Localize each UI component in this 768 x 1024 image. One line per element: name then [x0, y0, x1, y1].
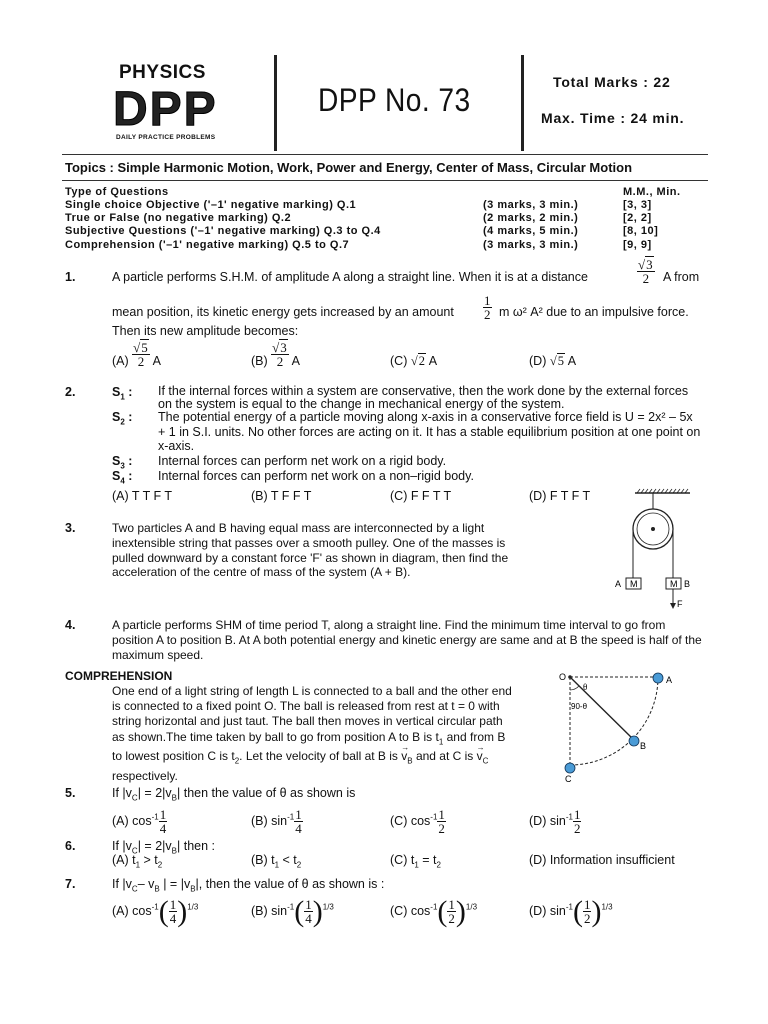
q2-s3-label: $S_3$ : — [112, 454, 133, 471]
q1-line2a: mean position, its kinetic energy gets increased by an amount — [112, 305, 454, 319]
q1-line1: A particle performs S.H.M. of amplitude A along a straight line. When it is at a distance — [112, 270, 588, 284]
q1-option-c[interactable]: (C) √2 A — [390, 354, 438, 368]
max-time: Max. Time : 24 min. — [541, 110, 685, 126]
q6-option-a[interactable]: (A) $t_1 > t_2$ — [112, 853, 163, 870]
q7-option-b[interactable]: (B) $\sin^{-1}$( $\frac{1}{4}$ )$^{1/3}$ — [251, 895, 334, 928]
qtype-row: Comprehension ('–1' negative marking) Q.5 to Q.7 (3 marks, 3 min.) [9, 9] — [65, 239, 652, 251]
q5-option-a[interactable]: (A) $\cos^{-1}$ $\frac{1}{4}$ — [112, 807, 167, 836]
q5-option-c[interactable]: (C) $\cos^{-1}$ $\frac{1}{2}$ — [390, 807, 445, 836]
q2-s4-label: $S_4$ : — [112, 469, 133, 486]
qtype-row: Single choice Objective ('–1' negative marking) Q.1 (3 marks, 3 min.) [3, 3] — [65, 199, 652, 211]
theta-arc — [570, 686, 579, 690]
q2-number: 2. — [65, 385, 76, 399]
pendulum-diagram — [555, 668, 685, 786]
q1-fraction: $\frac{√3}{2}$ — [638, 257, 653, 286]
divider — [62, 180, 708, 181]
q2-s2-text: The potential energy of a particle moving along x-axis in a conservative force field is U = 2x² – 5x + 1 in S.I. units. No other forces are acting on it. It has a stable equilibrium position at one point on x-axis. — [158, 410, 701, 453]
q6-option-d[interactable]: (D) Information insufficient — [529, 853, 675, 867]
q2-s4-text: Internal forces can perform net work on a non–rigid body. — [158, 469, 474, 483]
q2-s2-label: $S_2$ : — [112, 410, 133, 427]
q1-line2b: m ω² A² due to an impulsive force. — [499, 305, 689, 319]
q1-option-b[interactable]: (B) $\frac{√3}{2}$ A — [251, 340, 300, 370]
ball-b — [629, 736, 639, 746]
q2-option-c[interactable]: (C) F F T T — [390, 489, 452, 503]
q1-option-a[interactable]: (A) $\frac{√5}{2}$ A — [112, 340, 161, 370]
q2-option-a[interactable]: (A) T T F T — [112, 489, 172, 503]
q3-number: 3. — [65, 521, 76, 535]
qtype-row: True or False (no negative marking) Q.2 (2 marks, 2 min.) [2, 2] — [65, 212, 652, 224]
comprehension-text: One end of a light string of length L is connected to a ball and the other end is connected to a fixed point O. The ball is released from rest at t = 0 with string horizontal and just taut. The ball then moves in vertical circular path as shown.The time taken by ball to go from position A to B is $t_1$ and from B to lowest position C is $t_2$. Let the velocity of ball at B is → $v_B$ and at C is → $v_C$ respectively. — [112, 684, 518, 784]
q6-option-b[interactable]: (B) $t_1 < t_2$ — [251, 853, 302, 870]
q1-line1-end: A from — [663, 270, 700, 284]
label-f: F — [677, 599, 683, 609]
q6-stem: If $|v_C| = 2|v_B|$ then : — [112, 839, 215, 856]
label-a: A — [666, 675, 673, 685]
q2-s1-label: $S_1$ : — [112, 385, 133, 402]
q2-s3-text: Internal forces can perform net work on a rigid body. — [158, 454, 447, 468]
q5-stem: If $|v_C| = 2|v_B|$ then the value of θ as shown is — [112, 786, 356, 803]
mass-a-m: M — [630, 579, 638, 589]
q7-option-c[interactable]: (C) $\cos^{-1}$( $\frac{1}{2}$ )$^{1/3}$ — [390, 895, 478, 928]
qtype-header: Type of Questions M.M., Min. — [65, 186, 681, 198]
q1-option-d[interactable]: (D) √5 A — [529, 354, 577, 368]
force-arrowhead — [670, 603, 676, 609]
dpp-logo-subtitle: DAILY PRACTICE PROBLEMS — [116, 134, 216, 141]
total-marks: Total Marks : 22 — [553, 74, 671, 90]
subject-title: PHYSICS — [119, 62, 206, 83]
q2-option-d[interactable]: (D) F T F T — [529, 489, 591, 503]
q7-stem: If $|v_C-$ $v_B$ | = $|v_B|$, then the value of θ as shown is : — [112, 877, 385, 894]
pivot-o — [568, 675, 572, 679]
pulley-diagram — [610, 485, 710, 615]
q4-text: A particle performs SHM of time period T, along a straight line. Find the minimum time interval to go from position A to position B. At A both potential energy and kinetic energy are same and at B the speed is half of the maximum speed. — [112, 618, 702, 662]
q2-s1-text: If the internal forces within a system are conservative, then the work done by the external forces on the system is equal to the change in mechanical energy of the system. — [158, 384, 689, 411]
q1-half: $\frac{1}{2}$ — [484, 293, 491, 322]
label-theta: θ — [583, 682, 588, 692]
q5-number: 5. — [65, 786, 76, 800]
pulley-axle — [651, 527, 655, 531]
q6-number: 6. — [65, 839, 76, 853]
comprehension-title: COMPREHENSION — [65, 669, 173, 683]
label-angle: 90-θ — [571, 702, 588, 711]
label-a: A — [615, 579, 622, 589]
label-o: O — [559, 672, 567, 682]
dpp-number: DPP No. 73 — [318, 82, 471, 118]
ball-a — [653, 673, 663, 683]
divider — [62, 154, 708, 155]
label-b: B — [684, 579, 691, 589]
topics-line: Topics : Simple Harmonic Motion, Work, Power and Energy, Center of Mass, Circular Motion — [65, 160, 633, 175]
q7-option-a[interactable]: (A) $\cos^{-1}$( $\frac{1}{4}$ )$^{1/3}$ — [112, 895, 199, 928]
q7-number: 7. — [65, 877, 76, 891]
q2-option-b[interactable]: (B) T F F T — [251, 489, 312, 503]
q6-option-c[interactable]: (C) $t_1 = t_2$ — [390, 853, 441, 870]
q3-text: Two particles A and B having equal mass are interconnected by a light inextensible string that passes over a smooth pulley. One of the masses is pulled downward by a constant force 'F' as shown in diagram, then find the acceleration of the centre of mass of the system (A + B). — [112, 521, 509, 580]
label-c: C — [565, 774, 572, 784]
q1-line3: Then its new amplitude becomes: — [112, 324, 299, 338]
q1-number: 1. — [65, 270, 76, 284]
ball-c — [565, 763, 575, 773]
dpp-logo: DPP — [113, 83, 218, 136]
q7-option-d[interactable]: (D) $\sin^{-1}$( $\frac{1}{2}$ )$^{1/3}$ — [529, 895, 613, 928]
header-divider-left — [274, 55, 277, 151]
label-b: B — [640, 741, 647, 751]
q5-option-d[interactable]: (D) $\sin^{-1}$ $\frac{1}{2}$ — [529, 807, 581, 836]
q5-option-b[interactable]: (B) $\sin^{-1}$ $\frac{1}{4}$ — [251, 807, 302, 836]
q4-number: 4. — [65, 618, 76, 632]
mass-b-m: M — [670, 579, 678, 589]
header-divider-right — [521, 55, 524, 151]
qtype-row: Subjective Questions ('–1' negative marking) Q.3 to Q.4 (4 marks, 5 min.) [8, 10] — [65, 225, 659, 237]
